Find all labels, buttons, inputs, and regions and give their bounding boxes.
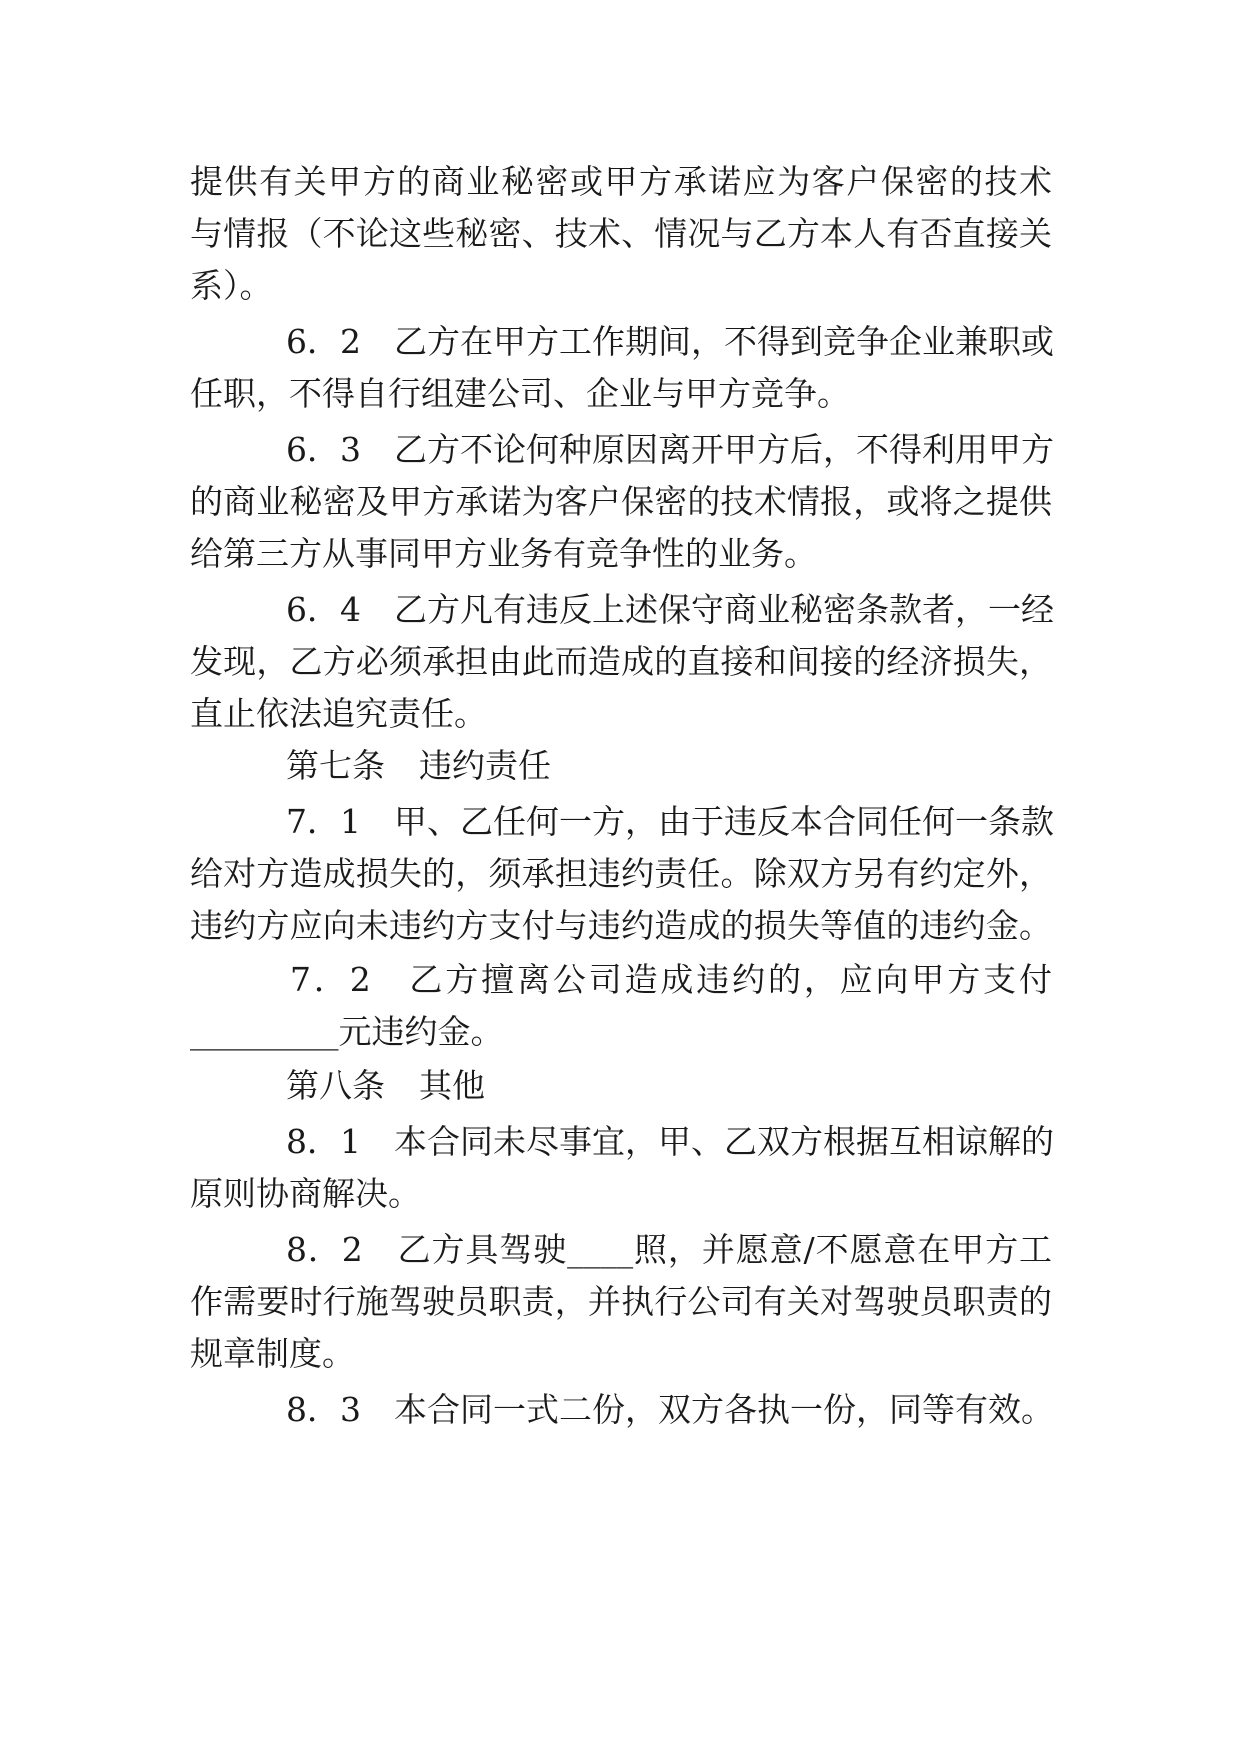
body-text-line: 发现，乙方必须承担由此而造成的直接和间接的经济损失， xyxy=(190,642,1052,681)
article-8-heading xyxy=(286,1062,485,1110)
body-text-line: 任职，不得自行组建公司、企业与甲方竞争。 xyxy=(190,374,850,413)
body-text-line: 作需要时行施驾驶员职责，并执行公司有关对驾驶员职责的 xyxy=(190,1282,1052,1321)
clause-7-2: 7．2 乙方擅离公司造成违约的，应向甲方支付 xyxy=(290,960,1052,999)
body-text-line: 原则协商解决。 xyxy=(190,1174,421,1213)
clause-6-2: 6．2 乙方在甲方工作期间，不得到竞争企业兼职或 xyxy=(286,322,1054,361)
body-text-line: 的商业秘密及甲方承诺为客户保密的技术情报，或将之提供 xyxy=(190,482,1052,521)
body-text-line: 违约方应向未违约方支付与违约造成的损失等值的违约金。 xyxy=(190,906,1052,945)
clause-8-1: 8．1 本合同未尽事宜，甲、乙双方根据互相谅解的 xyxy=(286,1122,1054,1161)
article-7-heading xyxy=(286,742,551,790)
body-text-line: 给对方造成损失的，须承担违约责任。除双方另有约定外， xyxy=(190,854,1052,893)
article-7-title: 违约责任 xyxy=(419,746,551,785)
clause-7-1: 7．1 甲、乙任何一方，由于违反本合同任何一条款 xyxy=(286,802,1054,841)
body-text-line: 直止依法追究责任。 xyxy=(190,694,487,733)
body-text-line: 系）。 xyxy=(190,266,273,305)
body-text-line: _________元违约金。 xyxy=(190,1012,504,1051)
article-7-number: 第七条 xyxy=(286,746,385,785)
article-8-number: 第八条 xyxy=(286,1066,385,1105)
clause-6-4: 6．4 乙方凡有违反上述保守商业秘密条款者，一经 xyxy=(286,590,1054,629)
body-text-line: 与情报（不论这些秘密、技术、情况与乙方本人有否直接关 xyxy=(190,214,1052,253)
body-text-line: 给第三方从事同甲方业务有竞争性的业务。 xyxy=(190,534,817,573)
body-text-line: 规章制度。 xyxy=(190,1334,355,1373)
clause-8-2: 8．2 乙方具驾驶____照，并愿意/不愿意在甲方工 xyxy=(286,1230,1052,1269)
article-8-title: 其他 xyxy=(419,1066,485,1105)
body-text-line: 提供有关甲方的商业秘密或甲方承诺应为客户保密的技术 xyxy=(190,162,1052,201)
clause-8-3: 8．3 本合同一式二份，双方各执一份，同等有效。 xyxy=(286,1390,1054,1429)
clause-6-3: 6．3 乙方不论何种原因离开甲方后，不得利用甲方 xyxy=(286,430,1054,469)
